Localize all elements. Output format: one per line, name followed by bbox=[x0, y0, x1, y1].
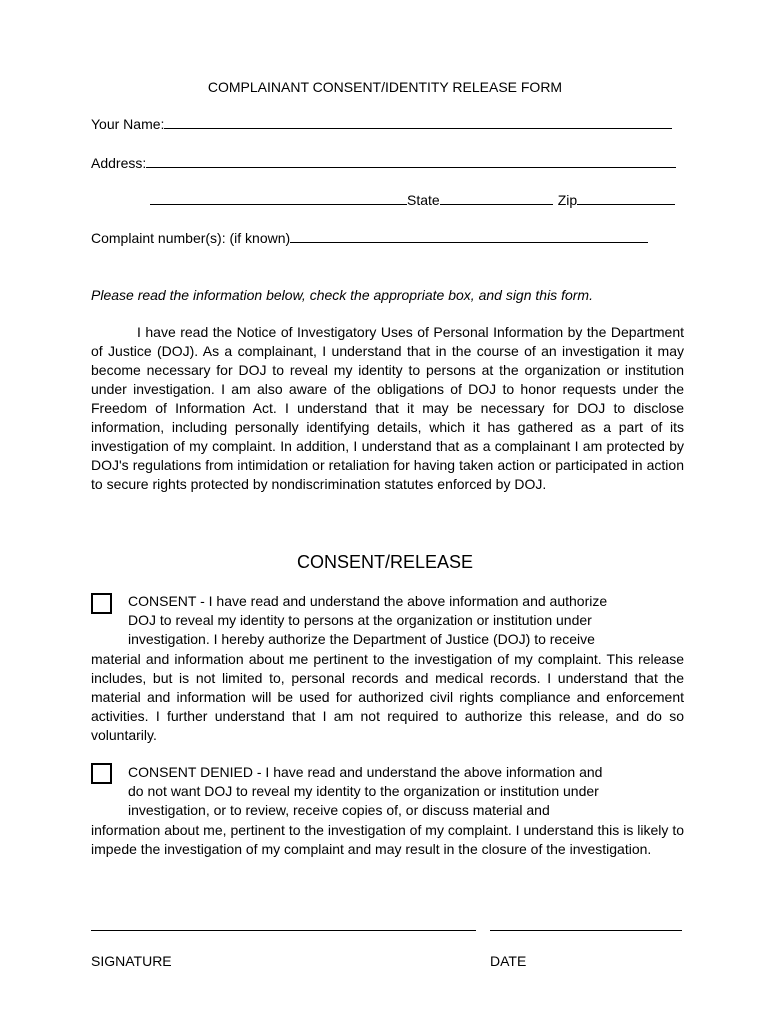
complaint-row bbox=[91, 230, 648, 246]
consent-text: material and information about me pertinent to the investigation of my complaint. This release includes, but is not limited to, personal records and medical records. I understand that the material and information will be used for authorized civil rights compliance and enforcement activities. I further understand that I am not required to authorize this release, and do so voluntarily. bbox=[91, 651, 684, 743]
consent-line-3: investigation. I hereby authorize the Department of Justice (DOJ) to receive bbox=[128, 631, 595, 647]
form-title: COMPLAINANT CONSENT/IDENTITY RELEASE FORM bbox=[207, 79, 563, 95]
complaint-label: Complaint number(s): (if known) bbox=[91, 230, 291, 246]
address-row bbox=[91, 155, 676, 171]
consent-line-1: CONSENT - I have read and understand the above information and authorize bbox=[128, 593, 608, 609]
consent-line-2: DOJ to reveal my identity to persons at the organization or institution under bbox=[128, 612, 592, 628]
section-heading: CONSENT/RELEASE bbox=[296, 552, 474, 572]
city-state-zip-row bbox=[150, 192, 675, 208]
denied-line-3: investigation, or to review, receive copies of, or discuss material and bbox=[128, 802, 550, 818]
denied-line-1: CONSENT DENIED - I have read and understand the above information and bbox=[128, 764, 603, 780]
instructions: Please read the information below, check the appropriate box, and sign this form. bbox=[91, 287, 593, 303]
date-field[interactable] bbox=[490, 930, 682, 931]
zip-field[interactable] bbox=[577, 203, 675, 205]
denied-text: information about me, pertinent to the investigation of my complaint. I understand this is likely to impede the investigation of my complaint and may result in the closure of the investigation. bbox=[91, 822, 684, 857]
name-row bbox=[91, 116, 672, 132]
complaint-number-field[interactable] bbox=[290, 241, 648, 243]
signature-label: SIGNATURE bbox=[91, 953, 172, 969]
consent-checkbox[interactable] bbox=[91, 593, 112, 614]
signature-field[interactable] bbox=[91, 930, 476, 931]
notice-paragraph: I have read the Notice of Investigatory Uses of Personal Information by the Department of Justice (DOJ). As a complainant, I understand that in the course of an investigation it may become necessary for DOJ to reveal my identity to persons at the organization or institution under investigation. I am also aware of the obligations of DOJ to honor requests under the Freedom of Information Act. I understand that it may be necessary for DOJ to disclose information, including personally identifying details, which it has gathered as a part of its investigation of my complaint. In addition, I understand that as a complainant I am protected by DOJ's regulations from intimidation or retaliation for having taken action or participated in action to secure rights protected by nondiscrimination statutes enforced by DOJ. bbox=[91, 324, 684, 492]
address-field[interactable] bbox=[146, 166, 676, 168]
address-label: Address: bbox=[91, 155, 147, 171]
date-label: DATE bbox=[490, 953, 527, 969]
state-field[interactable] bbox=[440, 203, 553, 205]
denied-line-2: do not want DOJ to reveal my identity to the organization or institution under bbox=[128, 783, 599, 799]
zip-label: Zip bbox=[557, 192, 578, 208]
consent-denied-checkbox[interactable] bbox=[91, 763, 112, 784]
name-field[interactable] bbox=[164, 127, 672, 129]
city-field[interactable] bbox=[150, 203, 407, 205]
name-label: Your Name: bbox=[91, 116, 165, 132]
state-label: State bbox=[407, 192, 440, 208]
